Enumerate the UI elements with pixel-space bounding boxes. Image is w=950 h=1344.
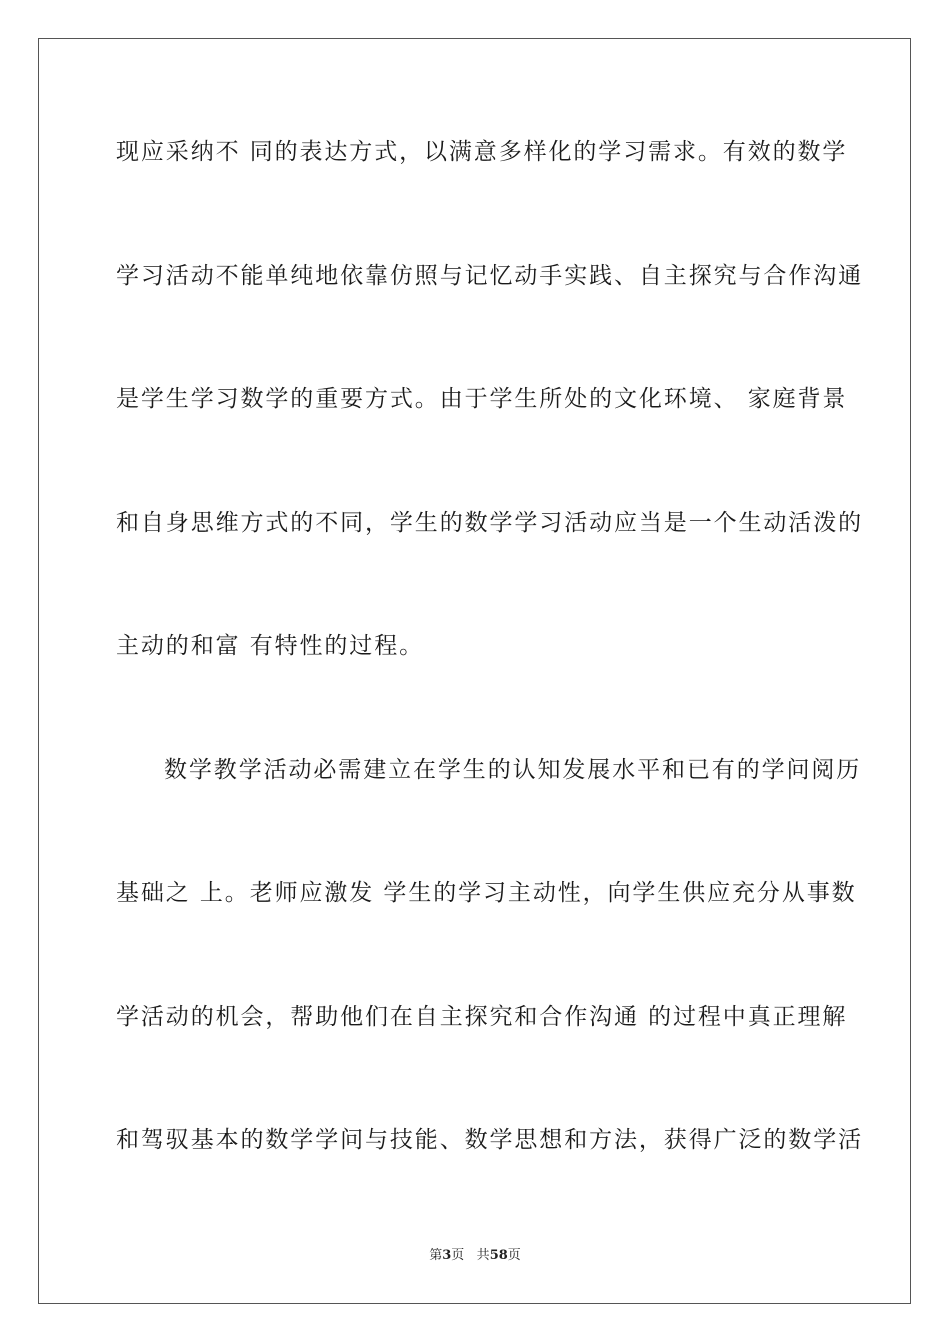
- paragraph-line-5: 主动的和富 有特性的过程。: [116, 633, 425, 659]
- footer-page-number: 3: [442, 1248, 452, 1263]
- paragraph-line-6: 数学教学活动必需建立在学生的认知发展水平和已有的学问阅历: [164, 757, 862, 783]
- footer-total-pages: 58: [489, 1248, 508, 1263]
- paragraph-line-3: 是学生学习数学的重要方式。由于学生所处的文化环境、 家庭背景: [116, 386, 848, 412]
- footer-page-suffix: 页: [451, 1248, 465, 1263]
- footer-prefix: 第: [429, 1248, 443, 1263]
- paragraph-line-2: 学习活动不能单纯地依靠仿照与记忆动手实践、自主探究与合作沟通: [116, 263, 863, 289]
- paragraph-line-8: 学活动的机会，帮助他们在自主探究和合作沟通 的过程中真正理解: [116, 1004, 848, 1030]
- paragraph-line-7: 基础之 上。老师应激发 学生的学习主动性，向学生供应充分从事数: [116, 880, 857, 906]
- footer-total-suffix: 页: [507, 1248, 521, 1263]
- page-footer: [0, 1247, 950, 1265]
- paragraph-line-4: 和自身思维方式的不同，学生的数学学习活动应当是一个生动活泼的: [116, 510, 863, 536]
- paragraph-line-1: 现应采纳不 同的表达方式，以满意多样化的学习需求。有效的数学: [116, 139, 848, 165]
- paragraph-line-9: 和驾驭基本的数学学问与技能、数学思想和方法，获得广泛的数学活: [116, 1127, 863, 1153]
- footer-total-prefix: 共: [476, 1248, 490, 1263]
- page-border: [38, 38, 911, 1304]
